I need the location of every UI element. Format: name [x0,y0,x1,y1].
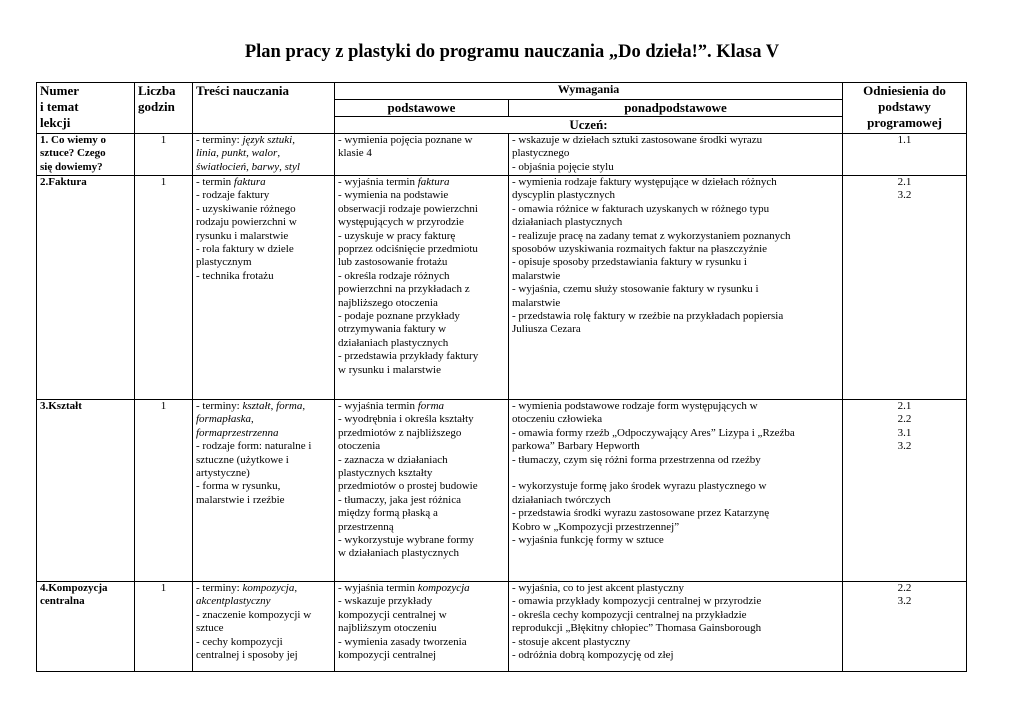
text-line: sposobów uzyskiwania rozmaitych faktur na płaszczyźnie [512,243,768,256]
text-line: 3.1 [897,426,912,439]
text-line: godzin [138,99,175,114]
lesson-topic [37,134,135,176]
text-line: Juliusza Cezara [512,323,581,336]
text-line: - terminy: kompozycja, [196,582,298,594]
text-line: obserwacji rodzaje powierzchni [338,202,478,215]
text-line: - terminy: kształt, forma, [196,400,306,412]
text-line: - objaśnia pojęcie stylu [512,160,614,173]
text-line: otrzymywania faktury w [338,323,447,336]
text-line: lub zastosowanie frotażu [338,256,448,269]
text-line: sztuce? Czego [40,147,106,160]
lesson-hours: 1 [135,176,193,400]
text-line: działaniach plastycznych [512,216,623,229]
text-line: - wymienia pojęcia poznane w [338,134,473,146]
text-line: - wyjaśnia termin forma [338,400,445,412]
text-line: klasie 4 [338,147,372,160]
text-line: otoczeniu człowieka [512,413,603,426]
text-line: rodzaju powierzchni w [196,216,297,229]
text-line: - wykorzystuje formę jako środek wyrazu plastycznego w [512,480,767,493]
text-line: plastycznym [196,256,252,269]
text-line: - omawia różnice w fakturach uzyskanych w różnego typu [512,202,770,215]
curriculum-references [843,582,967,672]
lesson-topic [37,582,135,672]
table-row [37,400,967,582]
text-line: otoczenia [338,440,381,453]
text-line: poprzez odciśnięcie przedmiotu [338,243,478,256]
lesson-hours: 1 [135,400,193,582]
text-line: lekcji [40,115,71,130]
text-line: się dowiemy? [40,160,103,173]
text-line: linia, punkt, walor, [196,147,281,160]
text-line: - wyjaśnia termin kompozycja [338,582,470,594]
text-line: podstawy [878,99,931,114]
text-line: 2.Faktura [40,176,87,188]
text-line: dyscyplin plastycznych [512,189,615,202]
text-line: 1.1 [897,134,912,146]
advanced-requirements [509,400,843,582]
text-line: centralna [40,595,85,608]
text-line: 2.2 [897,413,912,426]
text-line: - wskazuje przykłady [338,595,433,608]
lesson-topic [37,400,135,582]
header-advanced: ponadpodstawowe [509,100,843,117]
text-line: parkowa” Barbary Hepworth [512,440,640,453]
header-content: Treści nauczania [193,83,335,134]
text-line: formaprzestrzenna [196,426,279,439]
text-line: powierzchni na przykładach z [338,283,470,296]
text-line: sztuce [196,622,224,635]
text-line: 1. Co wiemy o [40,134,106,146]
text-line: 3.2 [897,440,912,453]
text-line: malarstwie [512,296,561,309]
text-line: - omawia formy rzeźb „Odpoczywający Ares” Lizypa i „Rzeźba [512,426,795,439]
text-line: w działaniach plastycznych [338,547,459,560]
basic-requirements [335,134,509,176]
page-title: Plan pracy z plastyki do programu nauczania „Do dzieła!”. Klasa V [244,42,780,62]
text-line: - tłumaczy, czym się różni forma przestrzenna od rzeźby [512,453,761,466]
header-topic [37,83,135,134]
text-line [512,467,839,480]
text-line: - tłumaczy, jaka jest różnica [338,493,461,506]
text-line: Kobro w „Kompozycji przestrzennej” [512,520,680,533]
basic-requirements [335,400,509,582]
text-line: malarstwie [512,269,561,282]
text-line: Liczba [138,83,176,98]
curriculum-references [843,176,967,400]
header-student: Uczeń: [335,117,843,134]
text-line: malarstwie i rzeźbie [196,493,285,506]
text-line: - określa cechy kompozycji centralnej na przykładzie [512,608,747,621]
text-line: - wskazuje w dziełach sztuki zastosowane środki wyrazu [512,134,763,146]
text-line: 2.1 [897,176,912,188]
text-line: - stosuje akcent plastyczny [512,635,631,648]
text-line: - termin faktura [196,176,266,188]
table-row [37,582,967,672]
text-line: reprodukcji „Błękitny chłopiec” Thomasa Gainsborough [512,622,762,635]
text-line: działaniach plastycznych [338,336,449,349]
text-line: sztuczne (użytkowe i [196,453,289,466]
text-line: plastycznego [512,147,570,160]
text-line: w rysunku i malarstwie [338,363,441,376]
text-line: programowej [867,115,942,130]
header-hours [135,83,193,134]
text-line: - rodzaje form: naturalne i [196,440,312,453]
text-line: - terminy: język sztuki, [196,134,295,146]
text-line: - wyodrębnia i określa kształty [338,413,474,426]
curriculum-references [843,134,967,176]
text-line: - wykorzystuje wybrane formy [338,534,474,547]
basic-requirements [335,582,509,672]
text-line: i temat [40,99,79,114]
text-line: występujących w przyrodzie [338,216,464,229]
curriculum-table [36,82,967,672]
basic-requirements [335,176,509,400]
text-line: - przedstawia środki wyrazu zastosowane przez Katarzynę [512,507,770,520]
text-line: - określa rodzaje różnych [338,269,450,282]
lesson-hours: 1 [135,134,193,176]
text-line: - odróżnia dobrą kompozycję od złej [512,649,674,662]
text-line: przedmiotów o prostej budowie [338,480,478,493]
advanced-requirements [509,134,843,176]
text-line: działaniach twórczych [512,493,611,506]
text-line: - omawia przykłady kompozycji centralnej w przyrodzie [512,595,762,608]
text-line: - wyjaśnia funkcję formy w sztuce [512,534,664,547]
text-line: światłocień, barwy, styl [196,160,300,173]
text-line: - realizuje pracę na zadany temat z wykorzystaniem poznanych [512,229,791,242]
text-line: 2.2 [897,582,912,594]
table-row [37,176,967,400]
text-line: - przedstawia rolę faktury w rzeźbie na przykładach popiersia [512,310,784,323]
text-line: 3.Kształt [40,400,82,412]
text-line: - uzyskiwanie różnego [196,202,296,215]
curriculum-references [843,400,967,582]
text-line: - rola faktury w dziele [196,243,294,256]
text-line: - opisuje sposoby przedstawiania faktury w rysunku i [512,256,747,269]
text-line: najbliższego otoczenia [338,296,438,309]
text-line: - znaczenie kompozycji w [196,608,312,621]
text-line: rysunku i malarstwie [196,229,289,242]
text-line: - wymienia zasady tworzenia [338,635,467,648]
text-line: między formą płaską a [338,507,438,520]
text-line: - wymienia na podstawie [338,189,449,202]
table-row [37,134,967,176]
text-line: przedmiotów z najbliższego [338,426,462,439]
text-line: Numer [40,83,79,98]
text-line: - przedstawia przykłady faktury [338,350,479,363]
text-line: kompozycji centralnej [338,649,437,662]
text-line: 4.Kompozycja [40,582,108,594]
header-references [843,83,967,134]
text-line: - technika frotażu [196,269,274,282]
text-line: - uzyskuje w pracy fakturę [338,229,456,242]
text-line: - wymienia podstawowe rodzaje form występujących w [512,400,758,412]
text-line: plastycznych kształty [338,467,433,480]
text-line: - wyjaśnia, czemu służy stosowanie faktury w rysunku i [512,283,759,296]
lesson-content [193,582,335,672]
text-line: - rodzaje faktury [196,189,270,202]
advanced-requirements [509,176,843,400]
text-line: - zaznacza w działaniach [338,453,448,466]
lesson-content [193,176,335,400]
text-line: kompozycji centralnej w [338,608,447,621]
text-line: - podaje poznane przykłady [338,310,460,323]
text-line: - wymienia rodzaje faktury występujące w dziełach różnych [512,176,777,188]
header-basic: podstawowe [335,100,509,117]
advanced-requirements [509,582,843,672]
text-line: Odniesienia do [863,83,946,98]
text-line: formapłaska, [196,413,254,426]
text-line: najbliższym otoczeniu [338,622,437,635]
text-line: 2.1 [897,400,912,412]
text-line: 3.2 [897,189,912,202]
text-line: - wyjaśnia, co to jest akcent plastyczny [512,582,684,594]
text-line: - wyjaśnia termin faktura [338,176,450,188]
lesson-content [193,134,335,176]
header-requirements: Wymagania [335,83,843,100]
lesson-topic [37,176,135,400]
text-line: 3.2 [897,595,912,608]
text-line: centralnej i sposoby jej [196,649,298,662]
text-line: przestrzenną [338,520,394,533]
text-line: - cechy kompozycji [196,635,283,648]
text-line: artystyczne) [196,467,250,480]
text-line: - forma w rysunku, [196,480,281,493]
lesson-content [193,400,335,582]
text-line: akcentplastyczny [196,595,271,608]
lesson-hours: 1 [135,582,193,672]
